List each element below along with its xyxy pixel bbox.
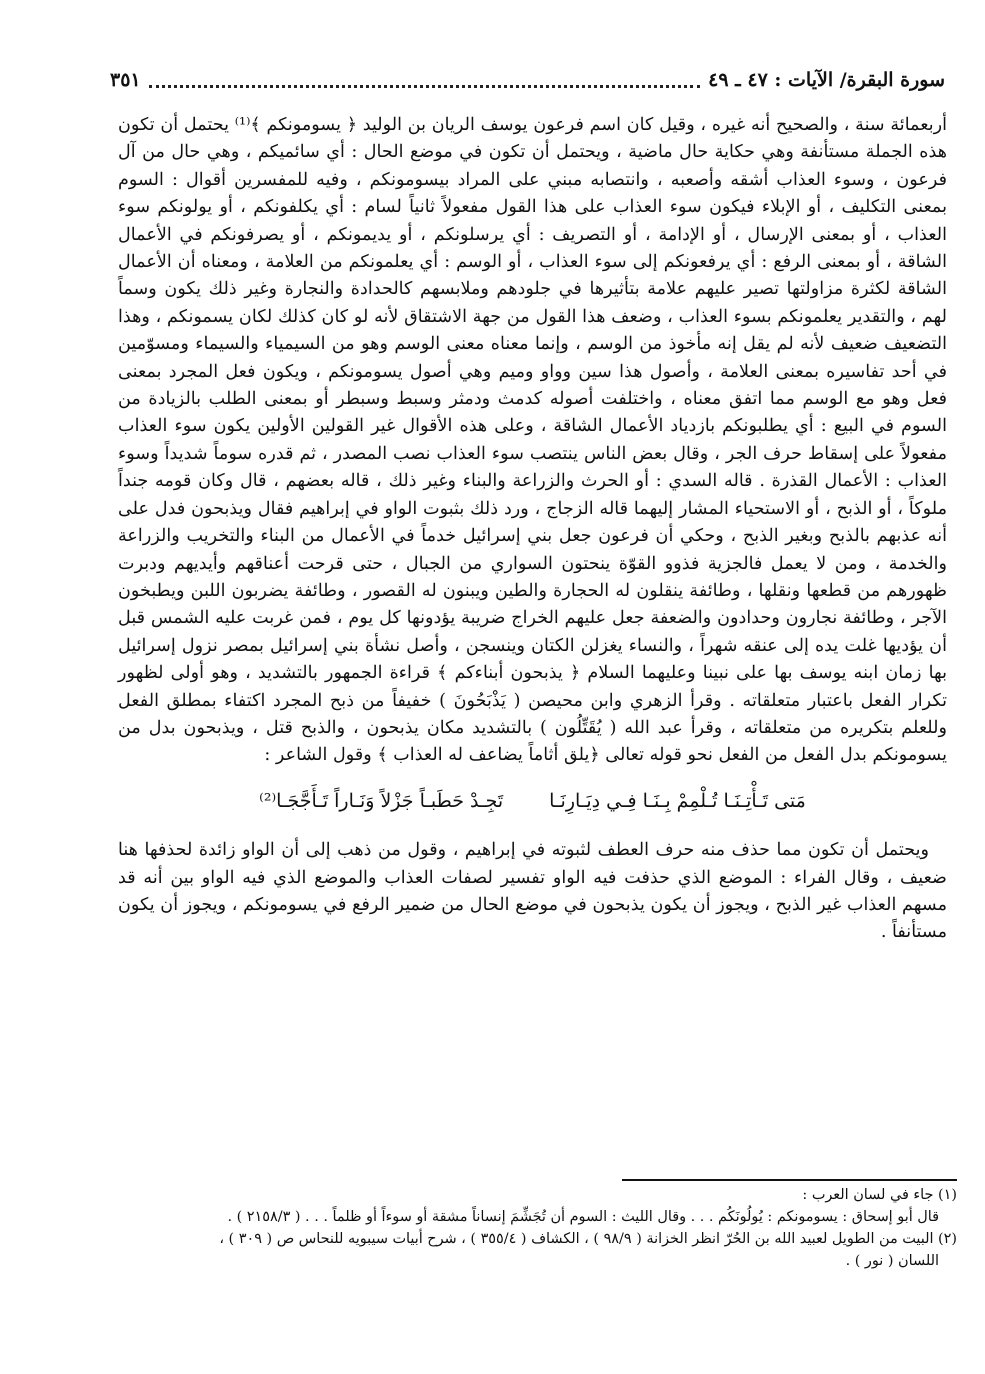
paragraph-1: أربعمائة سنة ، والصحيح أنه غيره ، وقيل كان اسم فرعون يوسف الريان بن الوليد ﴿ يسومونكم ﴾⁽¹⁾ يحتمل أن تكون هذه الجملة مستأنفة وهي حكاية حال ماضية ، ويحتمل أن تكون في موضع الحال : أي سائميكم ، وهي حال من آل فرعون ، وسوء العذاب أشقه وأصعبه ، وانتصابه مبني على المراد بيسومونكم ، وفيه للمفسرين أقوال : السوم بمعنى التكليف ، أو الإبلاء فيكون سوء العذاب على هذا القول مفعولاً ثانياً لسام : أي يكلفونكم ، أو يولونكم سوء العذاب ، أو بمعنى الإرسال ، أو الإدامة ، أو التصريف : أي يرسلونكم ، أو يديمونكم ، أو يصرفونكم في الأعمال الشاقة ، أو بمعنى الرفع : أي يرفعونكم إلى سوء العذاب ، أو الوسم : أي يعلمونكم من العلامة ، ومعناه أن الأعمال الشاقة لكثرة مزاولتها تصير عليهم علامة بتأثيرها في جلودهم وملابسهم كالحدادة والنجارة وغير ذلك يكون وسماً لهم ، والتقدير يعلمونكم بسوء العذاب ، وضعف هذا القول من جهة الاشتقاق لأنه لو كان كذلك لكان يسمونكم ، وهذا التضعيف ضعيف لأنه لم يقل إنه مأخوذ من الوسم ، وإنما معناه معنى الوسم وهو من السيمياء والسيماء ومسوّمين في أحد تفاسيره بمعنى العلامة ، وأصول هذا سين وواو وميم وهي أصول يسومونكم ، ويكون فعل المجرد بمعنى فعل وهو مع الوسم مما اتفق معناه ، واختلفت أصوله كدمث ودمثر وسبط وسبطر أو بمعنى الطلب بالزيادة من السوم في البيع : أي يطلبونكم بازدياد الأعمال الشاقة ، وعلى هذه الأقوال غير القولين الأولين يكون سوء العذاب مفعولاً على إسقاط حرف الجر ، وقال بعض الناس ينتصب سوء العذاب نصب المصدر ، ثم قدره سوماً شديداً وسوء العذاب : الأعمال القذرة . قاله السدي : أو الحرث والزراعة والبناء وغير ذلك ، قاله بعضهم ، قال وكان قومه جنداً ملوكاً ، أو الذبح ، أو الاستحياء المشار إليهما قاله الزجاج ، ورد ذلك بثبوت الواو في إبراهيم فقال ويذبحون فدل على أنه عذبهم بالذبح وبغير الذبح ، وحكي أن فرعون جعل بني إسرائيل خدماً في الأعمال من البناء والتخريب والزراعة والخدمة ، ومن لا يعمل فالجزية فذوو القوّة ينحتون السواري من الجبال ، حتى قرحت أعناقهم وأيديهم ودبرت ظهورهم من قطعها ونقلها ، وطائفة ينقلون له الحجارة والطين ويبنون له القصور ، وطائفة يضربون اللبن ويطبخون الآجر ، وطائفة نجارون وحدادون والضعفة جعل عليهم الخراج ضريبة يؤدونها كل يوم ، فمن غربت عليه الشمس قبل أن يؤديها غلت يده إلى عنقه شهراً ، والنساء يغزلن الكتان وينسجن ، وأصل نشأة بني إسرائيل بمصر نزول إسرائيل بها زمان ابنه يوسف بها على نبينا وعليهما السلام ﴿ يذبحون أبناءكم ﴾ قراءة الجمهور بالتشديد ، وهو أولى لظهور تكرار الفعل باعتبار متعلقاته . وقرأ الزهري وابن محيصن ( يَذْبَحُونَ ) خفيفاً من ذبح المجرد اكتفاء بمطلق الفعل وللعلم بتكريره من متعلقاته ، وقرأ عبد الله ( يُقَتِّلُون ) بالتشديد مكان يذبحون ، والذبح قتل ، ويذبحون بدل من يسومونكم بدل الفعل من الفعل نحو قوله تعالى ﴿يلق أثاماً يضاعف له العذاب ﴾ وقول الشاعر : <box>118 115 947 766</box>
paragraph-2: ويحتمل أن تكون مما حذف منه حرف العطف لثبوته في إبراهيم ، وقول من ذهب إلى أن الواو زائدة لحذفها هنا ضعيف ، وقال الفراء : الموضع الذي حذفت فيه الواو تفسير لصفات العذاب والموضع الذي فيه الواو بين أنه قد مسهم العذاب غير الذبح ، ويجوز أن يكون يذبحون في موضع الحال من ضمير الرفع في يسومونكم ، ويجوز أن يكون مستأنفاً . <box>118 840 947 943</box>
surah-title: سورة البقرة/ الآيات : ٤٧ ـ ٤٩ <box>708 69 945 91</box>
footnote-separator <box>622 1179 957 1181</box>
running-header <box>110 62 945 98</box>
footnote-2-continuation: اللسان ( نور ) . <box>845 1253 939 1269</box>
footnote-1-text: قال أبو إسحاق : يسومونكم : يُولُونَكُم . . . وقال الليث : السوم أن تُجَشِّمَ إنساناً مشقة أو سوءاً أو ظلماً . . . ( ٢١٥٨/٣ ) . <box>227 1209 939 1225</box>
header-dotted-leader <box>149 73 701 88</box>
main-text <box>118 112 947 947</box>
footnote-2-text: (٢) البيت من الطويل لعبيد الله بن الحُرّ انظر الخزانة ( ٩٨/٩ ) ، الكشاف ( ٣٥٥/٤ ) ، شرح أبيات سيبويه للنحاس ص ( ٣٠٩ ) ، <box>219 1231 957 1247</box>
footnotes <box>118 1184 957 1272</box>
footnote-1-heading: (١) جاء في لسان العرب : <box>802 1187 957 1203</box>
poetry-verse <box>118 788 947 815</box>
verse-first-hemistich: مَتى تَـأْتِـنَـا تُـلْمِمْ بِـنَـا فِـي دِيَـارِنَـا <box>549 789 806 812</box>
verse-second-hemistich: تَجِـدْ حَطَبـاً جَزْلاً وَنَـاراً تَـأَجَّجَـا⁽²⁾ <box>259 789 504 812</box>
page-number: ٣٥١ <box>110 69 141 91</box>
